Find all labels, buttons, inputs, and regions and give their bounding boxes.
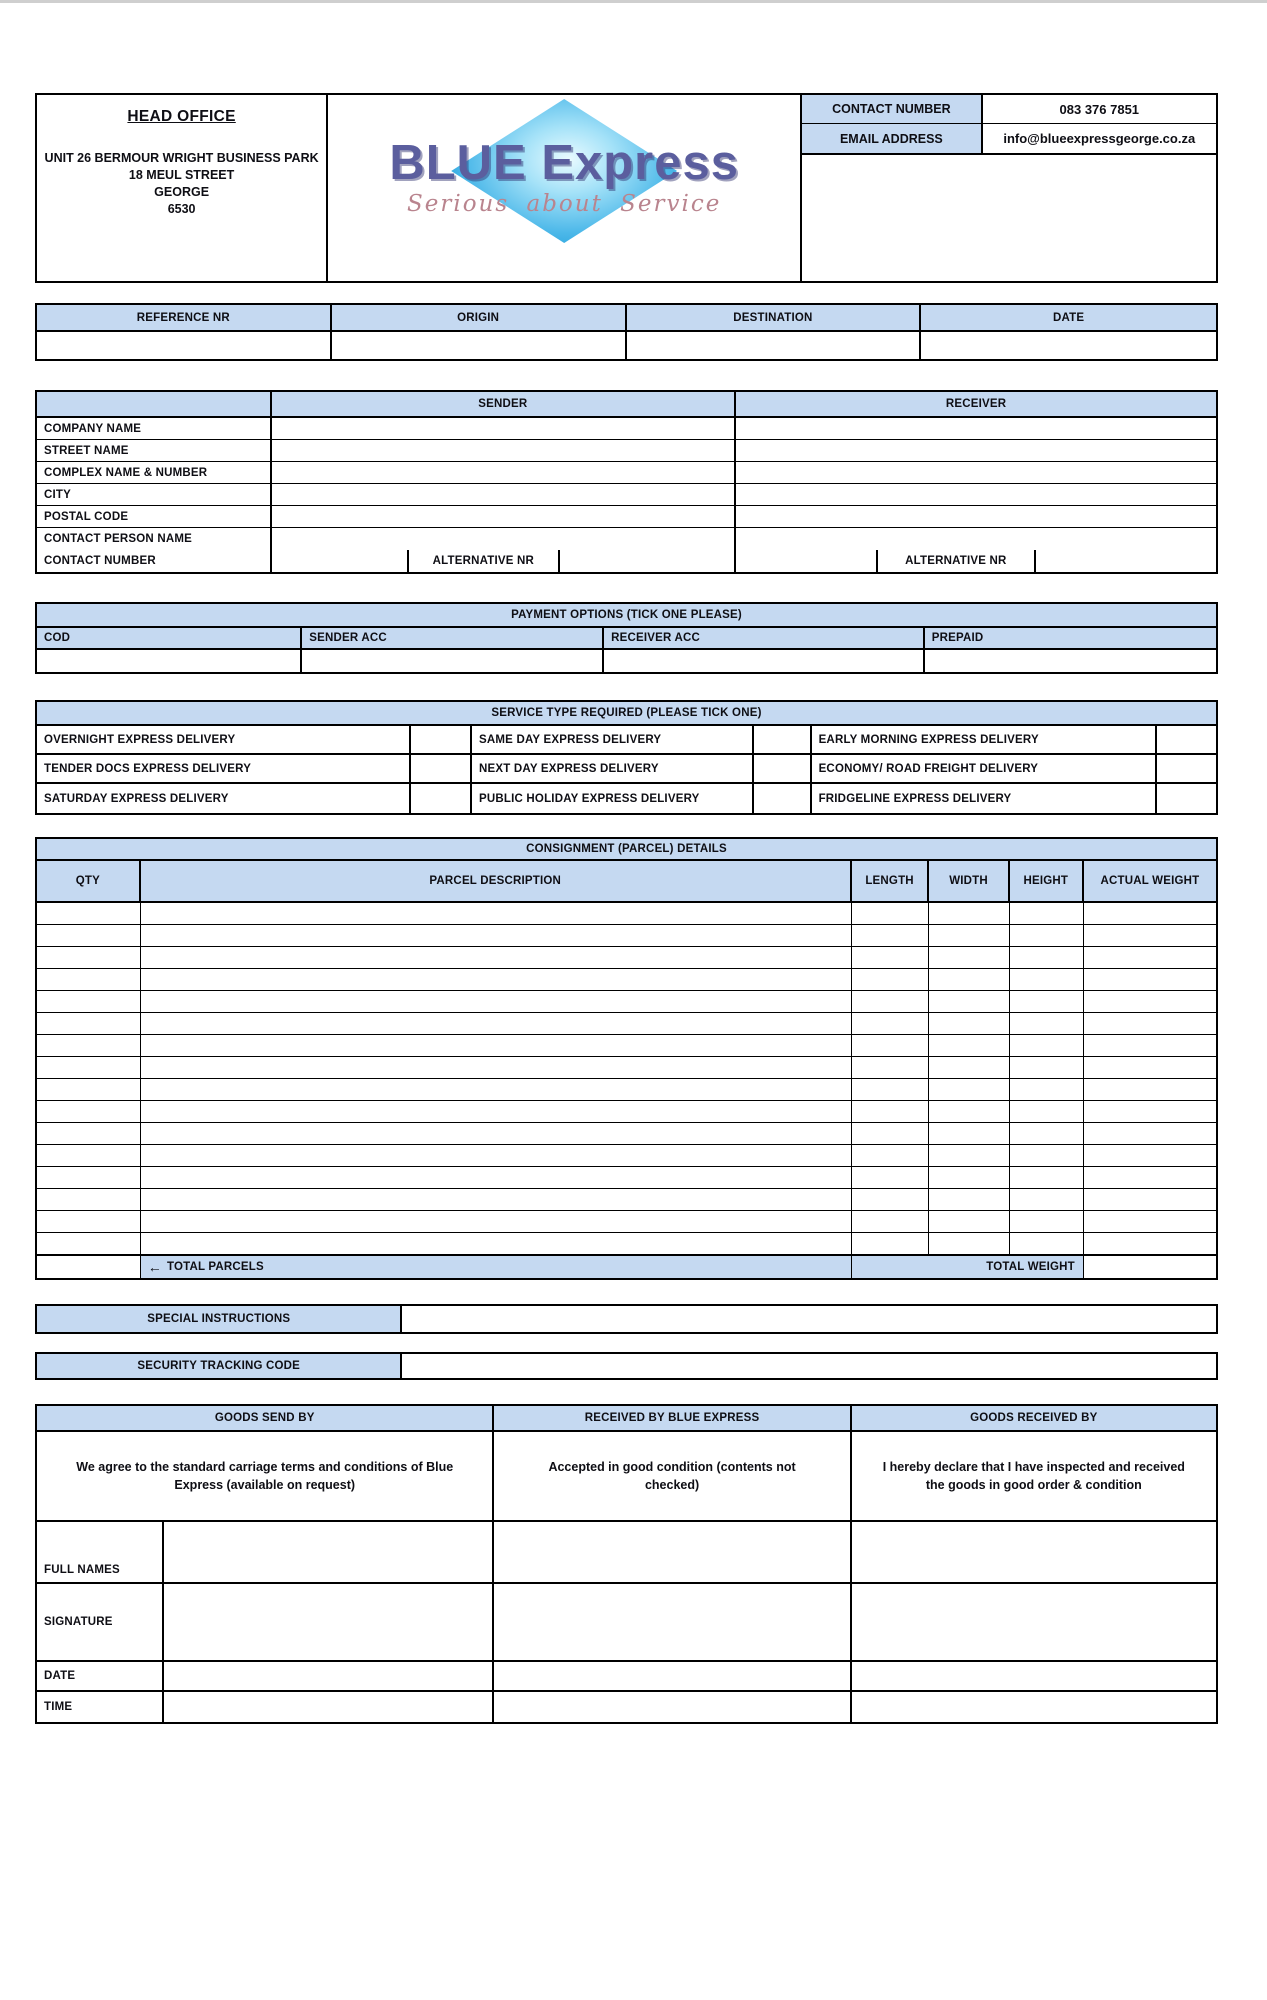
email-row xyxy=(802,124,1216,153)
email-label: EMAIL ADDRESS xyxy=(802,124,982,153)
parcel-description-header: PARCEL DESCRIPTION xyxy=(141,861,852,901)
consignment-qty-cell[interactable] xyxy=(37,925,141,946)
receiver-field-input[interactable] xyxy=(736,506,1216,527)
actual-weight-header: ACTUAL WEIGHT xyxy=(1084,861,1216,901)
sender-contact-number-input[interactable] xyxy=(272,550,409,572)
receiver-field-input[interactable] xyxy=(736,440,1216,461)
consignment-width-cell[interactable] xyxy=(929,991,1009,1012)
origin-header: ORIGIN xyxy=(332,305,627,330)
consignment-height-cell[interactable] xyxy=(1010,1057,1084,1078)
head-office-block xyxy=(37,95,328,281)
waybill-form xyxy=(35,0,1218,1724)
cod-label: COD xyxy=(37,628,302,648)
consignment-qty-cell[interactable] xyxy=(37,969,141,990)
service-option-label: SAME DAY EXPRESS DELIVERY xyxy=(472,726,754,753)
received-by-blue-express-header: RECEIVED BY BLUE EXPRESS xyxy=(494,1406,851,1430)
time-row xyxy=(37,1692,1216,1722)
party-row xyxy=(37,462,1216,484)
service-tick-box[interactable] xyxy=(411,726,472,753)
consignment-length-cell[interactable] xyxy=(852,991,930,1012)
consignment-height-cell[interactable] xyxy=(1010,1167,1084,1188)
service-rows xyxy=(37,726,1216,813)
consignment-length-cell[interactable] xyxy=(852,1211,930,1232)
party-row-label: STREET NAME xyxy=(37,440,272,461)
consignment-weight-cell[interactable] xyxy=(1084,1035,1216,1056)
sender-acc-tick-box[interactable] xyxy=(302,650,604,672)
receiver-signature-input[interactable] xyxy=(852,1584,1216,1660)
signature-label: SIGNATURE xyxy=(37,1584,164,1660)
service-option-label: TENDER DOCS EXPRESS DELIVERY xyxy=(37,755,411,782)
contact-number-row xyxy=(802,95,1216,124)
service-option-label: PUBLIC HOLIDAY EXPRESS DELIVERY xyxy=(472,784,754,813)
service-tick-box[interactable] xyxy=(754,755,812,782)
consignment-length-cell[interactable] xyxy=(852,1189,930,1210)
consignment-row xyxy=(37,1035,1216,1057)
consignment-weight-cell[interactable] xyxy=(1084,903,1216,924)
consignment-height-cell[interactable] xyxy=(1010,1189,1084,1210)
service-option-label: ECONOMY/ ROAD FREIGHT DELIVERY xyxy=(812,755,1157,782)
full-names-row xyxy=(37,1522,1216,1584)
receiver-date-input[interactable] xyxy=(852,1662,1216,1690)
consignment-width-cell[interactable] xyxy=(929,1123,1009,1144)
sender-terms-statement: We agree to the standard carriage terms and conditions of Blue Express (available on request) xyxy=(37,1432,494,1520)
consignment-description-cell[interactable] xyxy=(141,1189,852,1210)
receiver-contact-number-input[interactable] xyxy=(736,550,878,572)
sender-field-input[interactable] xyxy=(272,484,737,505)
consignment-row xyxy=(37,1079,1216,1101)
consignment-qty-cell[interactable] xyxy=(37,1035,141,1056)
destination-header: DESTINATION xyxy=(627,305,922,330)
consignment-width-cell[interactable] xyxy=(929,969,1009,990)
consignment-weight-cell[interactable] xyxy=(1084,969,1216,990)
date-header: DATE xyxy=(921,305,1216,330)
consignment-title: CONSIGNMENT (PARCEL) DETAILS xyxy=(37,839,1216,859)
prepaid-label: PREPAID xyxy=(925,628,1216,648)
service-row xyxy=(37,784,1216,813)
security-tracking-input[interactable] xyxy=(402,1354,1216,1378)
service-title: SERVICE TYPE REQUIRED (PLEASE TICK ONE) xyxy=(37,702,1216,724)
consignment-weight-cell[interactable] xyxy=(1084,991,1216,1012)
party-row xyxy=(37,418,1216,440)
consignment-row xyxy=(37,1211,1216,1233)
qty-header: QTY xyxy=(37,861,141,901)
receiver-field-input[interactable] xyxy=(736,462,1216,483)
consignment-description-cell[interactable] xyxy=(141,1211,852,1232)
service-option-label: FRIDGELINE EXPRESS DELIVERY xyxy=(812,784,1157,813)
reference-nr-header: REFERENCE NR xyxy=(37,305,332,330)
total-parcels-label: TOTAL PARCELS xyxy=(166,1261,264,1273)
consignment-height-cell[interactable] xyxy=(1010,1123,1084,1144)
height-header: HEIGHT xyxy=(1010,861,1084,901)
consignment-height-cell[interactable] xyxy=(1010,1079,1084,1100)
receiver-alternative-nr-label: ALTERNATIVE NR xyxy=(878,550,1035,572)
date-input[interactable] xyxy=(921,332,1216,359)
reference-header-row xyxy=(37,305,1216,332)
consignment-row xyxy=(37,1233,1216,1255)
special-instructions-block xyxy=(35,1304,1218,1334)
time-label: TIME xyxy=(37,1692,164,1722)
service-type-table xyxy=(35,700,1218,815)
consignment-length-cell[interactable] xyxy=(852,1167,930,1188)
consignment-qty-cell[interactable] xyxy=(37,947,141,968)
service-option-label: NEXT DAY EXPRESS DELIVERY xyxy=(472,755,754,782)
consignment-weight-cell[interactable] xyxy=(1084,1079,1216,1100)
consignment-width-cell[interactable] xyxy=(929,1057,1009,1078)
brand-tagline: Serious about Service xyxy=(406,191,722,217)
consignment-length-cell[interactable] xyxy=(852,903,930,924)
consignment-description-cell[interactable] xyxy=(141,1233,852,1254)
consignment-width-cell[interactable] xyxy=(929,1211,1009,1232)
courier-terms-statement: Accepted in good condition (contents not checked) xyxy=(494,1432,851,1520)
receiver-field-input[interactable] xyxy=(736,418,1216,439)
consignment-width-cell[interactable] xyxy=(929,1189,1009,1210)
contact-number-fields-row xyxy=(37,550,1216,572)
head-office-title: HEAD OFFICE xyxy=(127,108,236,125)
payment-options-table xyxy=(35,602,1218,674)
receiver-time-input[interactable] xyxy=(852,1692,1216,1722)
consignment-row xyxy=(37,1189,1216,1211)
reference-nr-input[interactable] xyxy=(37,332,332,359)
consignment-row xyxy=(37,1101,1216,1123)
party-row-label: CONTACT PERSON NAME xyxy=(37,528,272,550)
consignment-qty-cell[interactable] xyxy=(37,903,141,924)
total-parcels-input[interactable] xyxy=(37,1256,141,1278)
service-option-label: EARLY MORNING EXPRESS DELIVERY xyxy=(812,726,1157,753)
consignment-length-cell[interactable] xyxy=(852,1233,930,1254)
service-option-label: OVERNIGHT EXPRESS DELIVERY xyxy=(37,726,411,753)
consignment-weight-cell[interactable] xyxy=(1084,1057,1216,1078)
consignment-description-cell[interactable] xyxy=(141,1123,852,1144)
service-row xyxy=(37,726,1216,755)
consignment-header-row xyxy=(37,861,1216,903)
sender-signature-input[interactable] xyxy=(164,1584,494,1660)
special-instructions-label: SPECIAL INSTRUCTIONS xyxy=(37,1306,402,1332)
consignment-length-cell[interactable] xyxy=(852,969,930,990)
consignment-description-cell[interactable] xyxy=(141,991,852,1012)
consignment-qty-cell[interactable] xyxy=(37,1123,141,1144)
contact-number-label: CONTACT NUMBER xyxy=(802,95,982,123)
consignment-description-cell[interactable] xyxy=(141,947,852,968)
receiver-field-input[interactable] xyxy=(736,528,1216,550)
total-weight-input[interactable] xyxy=(1084,1256,1216,1278)
consignment-height-cell[interactable] xyxy=(1010,947,1084,968)
receiver-alternative-nr-input[interactable] xyxy=(1036,550,1216,572)
courier-date-input[interactable] xyxy=(494,1662,851,1690)
consignment-description-cell[interactable] xyxy=(141,969,852,990)
left-arrow-icon: ← xyxy=(147,1259,162,1275)
consignment-length-cell[interactable] xyxy=(852,1123,930,1144)
party-row-label: COMPLEX NAME & NUMBER xyxy=(37,462,272,483)
consignment-length-cell[interactable] xyxy=(852,925,930,946)
consignment-qty-cell[interactable] xyxy=(37,1167,141,1188)
contact-block xyxy=(802,95,1216,281)
consignment-qty-cell[interactable] xyxy=(37,1101,141,1122)
payment-tick-row xyxy=(37,650,1216,672)
consignment-row xyxy=(37,925,1216,947)
service-option-label: SATURDAY EXPRESS DELIVERY xyxy=(37,784,411,813)
consignment-total-row xyxy=(37,1255,1216,1278)
contact-number-value: 083 376 7851 xyxy=(1059,101,1140,117)
cod-tick-box[interactable] xyxy=(37,650,302,672)
consignment-qty-cell[interactable] xyxy=(37,1013,141,1034)
goods-send-by-header: GOODS SEND BY xyxy=(37,1406,494,1430)
parties-rows xyxy=(37,418,1216,550)
party-row-label: POSTAL CODE xyxy=(37,506,272,527)
payment-title-row xyxy=(37,604,1216,628)
consignment-width-cell[interactable] xyxy=(929,1013,1009,1034)
consignment-width-cell[interactable] xyxy=(929,903,1009,924)
sender-full-names-input[interactable] xyxy=(164,1522,494,1582)
sender-alternative-nr-input[interactable] xyxy=(560,550,734,572)
consignment-description-cell[interactable] xyxy=(141,1101,852,1122)
service-tick-box[interactable] xyxy=(754,726,812,753)
consignment-width-cell[interactable] xyxy=(929,1167,1009,1188)
consignment-weight-cell[interactable] xyxy=(1084,1145,1216,1166)
consignment-qty-cell[interactable] xyxy=(37,1211,141,1232)
consignment-description-cell[interactable] xyxy=(141,1167,852,1188)
signoff-terms-row xyxy=(37,1432,1216,1522)
parties-header-spacer xyxy=(37,392,272,416)
consignment-description-cell[interactable] xyxy=(141,1145,852,1166)
party-row xyxy=(37,506,1216,528)
date-label: DATE xyxy=(37,1662,164,1690)
consignment-length-cell[interactable] xyxy=(852,1101,930,1122)
consignment-height-cell[interactable] xyxy=(1010,1013,1084,1034)
head-office-address xyxy=(37,150,326,218)
consignment-row xyxy=(37,1057,1216,1079)
consignment-weight-cell[interactable] xyxy=(1084,1233,1216,1254)
consignment-row xyxy=(37,1013,1216,1035)
payment-title: PAYMENT OPTIONS (TICK ONE PLEASE) xyxy=(37,604,1216,626)
full-names-label: FULL NAMES xyxy=(37,1522,164,1582)
consignment-height-cell[interactable] xyxy=(1010,1233,1084,1254)
consignment-height-cell[interactable] xyxy=(1010,903,1084,924)
consignment-qty-cell[interactable] xyxy=(37,1233,141,1254)
service-row xyxy=(37,755,1216,784)
consignment-qty-cell[interactable] xyxy=(37,991,141,1012)
sender-date-input[interactable] xyxy=(164,1662,494,1690)
total-weight-label: TOTAL WEIGHT xyxy=(852,1256,1084,1278)
consignment-width-cell[interactable] xyxy=(929,1145,1009,1166)
party-row-label: COMPANY NAME xyxy=(37,418,272,439)
contact-number-row-label: CONTACT NUMBER xyxy=(37,550,272,572)
email-value: info@blueexpressgeorge.co.za xyxy=(1003,131,1196,146)
consignment-description-cell[interactable] xyxy=(141,1013,852,1034)
consignment-height-cell[interactable] xyxy=(1010,991,1084,1012)
consignment-qty-cell[interactable] xyxy=(37,1079,141,1100)
consignment-row xyxy=(37,947,1216,969)
consignment-weight-cell[interactable] xyxy=(1084,1211,1216,1232)
consignment-weight-cell[interactable] xyxy=(1084,925,1216,946)
signoff-header-row xyxy=(37,1406,1216,1432)
sender-alternative-nr-label: ALTERNATIVE NR xyxy=(409,550,561,572)
receiver-field-input[interactable] xyxy=(736,484,1216,505)
sender-acc-label: SENDER ACC xyxy=(302,628,604,648)
signature-row xyxy=(37,1584,1216,1662)
reference-table xyxy=(35,303,1218,361)
consignment-width-cell[interactable] xyxy=(929,925,1009,946)
party-row xyxy=(37,484,1216,506)
signoff-table xyxy=(35,1404,1218,1724)
sender-header: SENDER xyxy=(272,392,737,416)
receiver-header: RECEIVER xyxy=(736,392,1216,416)
sender-contact-cell xyxy=(272,550,737,572)
service-tick-box[interactable] xyxy=(754,784,812,813)
sender-field-input[interactable] xyxy=(272,440,737,461)
party-row xyxy=(37,440,1216,462)
sender-field-input[interactable] xyxy=(272,418,737,439)
length-header: LENGTH xyxy=(852,861,930,901)
service-tick-box[interactable] xyxy=(1157,726,1216,753)
consignment-description-cell[interactable] xyxy=(141,1079,852,1100)
receiver-contact-cell xyxy=(736,550,1216,572)
service-tick-box[interactable] xyxy=(411,784,472,813)
sender-time-input[interactable] xyxy=(164,1692,494,1722)
reference-input-row xyxy=(37,332,1216,359)
special-instructions-input[interactable] xyxy=(402,1306,1216,1332)
consignment-weight-cell[interactable] xyxy=(1084,947,1216,968)
consignment-qty-cell[interactable] xyxy=(37,1145,141,1166)
consignment-description-cell[interactable] xyxy=(141,903,852,924)
consignment-width-cell[interactable] xyxy=(929,1101,1009,1122)
contact-table xyxy=(802,95,1216,155)
receiver-terms-statement: I hereby declare that I have inspected and received the goods in good order & condition xyxy=(882,1459,1185,1492)
consignment-length-cell[interactable] xyxy=(852,1013,930,1034)
consignment-title-row xyxy=(37,839,1216,861)
service-tick-box[interactable] xyxy=(1157,755,1216,782)
consignment-width-cell[interactable] xyxy=(929,947,1009,968)
security-tracking-label: SECURITY TRACKING CODE xyxy=(37,1354,402,1378)
consignment-width-cell[interactable] xyxy=(929,1035,1009,1056)
consignment-row xyxy=(37,1145,1216,1167)
receiver-full-names-input[interactable] xyxy=(852,1522,1216,1582)
logo-cell xyxy=(328,95,802,281)
consignment-length-cell[interactable] xyxy=(852,1079,930,1100)
service-tick-box[interactable] xyxy=(1157,784,1216,813)
payment-options-row xyxy=(37,628,1216,650)
width-header: WIDTH xyxy=(929,861,1009,901)
consignment-row xyxy=(37,991,1216,1013)
courier-signature-input[interactable] xyxy=(494,1584,851,1660)
address-line: GEORGE xyxy=(154,185,210,199)
prepaid-tick-box[interactable] xyxy=(925,650,1216,672)
consignment-height-cell[interactable] xyxy=(1010,969,1084,990)
service-tick-box[interactable] xyxy=(411,755,472,782)
consignment-description-cell[interactable] xyxy=(141,1035,852,1056)
receiver-acc-tick-box[interactable] xyxy=(604,650,925,672)
courier-full-names-input[interactable] xyxy=(494,1522,851,1582)
party-row xyxy=(37,528,1216,550)
consignment-height-cell[interactable] xyxy=(1010,1145,1084,1166)
consignment-row xyxy=(37,903,1216,925)
consignment-weight-cell[interactable] xyxy=(1084,1013,1216,1034)
sender-field-input[interactable] xyxy=(272,506,737,527)
address-line: UNIT 26 BERMOUR WRIGHT BUSINESS PARK xyxy=(44,151,319,165)
sender-field-input[interactable] xyxy=(272,462,737,483)
total-parcels-cell xyxy=(141,1256,852,1278)
receiver-acc-label: RECEIVER ACC xyxy=(604,628,925,648)
consignment-rows xyxy=(37,903,1216,1255)
consignment-row xyxy=(37,969,1216,991)
consignment-qty-cell[interactable] xyxy=(37,1189,141,1210)
courier-time-input[interactable] xyxy=(494,1692,851,1722)
consignment-weight-cell[interactable] xyxy=(1084,1167,1216,1188)
destination-input[interactable] xyxy=(627,332,922,359)
security-tracking-block xyxy=(35,1352,1218,1380)
origin-input[interactable] xyxy=(332,332,627,359)
consignment-table xyxy=(35,837,1218,1280)
consignment-width-cell[interactable] xyxy=(929,1233,1009,1254)
brand-name: BLUE Express xyxy=(389,136,740,190)
consignment-length-cell[interactable] xyxy=(852,947,930,968)
consignment-length-cell[interactable] xyxy=(852,1057,930,1078)
consignment-height-cell[interactable] xyxy=(1010,925,1084,946)
consignment-description-cell[interactable] xyxy=(141,925,852,946)
consignment-row xyxy=(37,1167,1216,1189)
date-row xyxy=(37,1662,1216,1692)
consignment-width-cell[interactable] xyxy=(929,1079,1009,1100)
header-block xyxy=(35,93,1218,283)
service-title-row xyxy=(37,702,1216,726)
address-line: 6530 xyxy=(167,202,196,216)
consignment-row xyxy=(37,1123,1216,1145)
party-row-label: CITY xyxy=(37,484,272,505)
consignment-height-cell[interactable] xyxy=(1010,1211,1084,1232)
address-line: 18 MEUL STREET xyxy=(128,168,235,182)
sender-field-input[interactable] xyxy=(272,528,737,550)
consignment-weight-cell[interactable] xyxy=(1084,1101,1216,1122)
consignment-qty-cell[interactable] xyxy=(37,1057,141,1078)
consignment-weight-cell[interactable] xyxy=(1084,1189,1216,1210)
consignment-height-cell[interactable] xyxy=(1010,1101,1084,1122)
parties-table xyxy=(35,390,1218,574)
parties-header-row xyxy=(37,392,1216,418)
consignment-length-cell[interactable] xyxy=(852,1035,930,1056)
consignment-description-cell[interactable] xyxy=(141,1057,852,1078)
consignment-length-cell[interactable] xyxy=(852,1145,930,1166)
goods-received-by-header: GOODS RECEIVED BY xyxy=(852,1406,1216,1430)
consignment-weight-cell[interactable] xyxy=(1084,1123,1216,1144)
consignment-height-cell[interactable] xyxy=(1010,1035,1084,1056)
